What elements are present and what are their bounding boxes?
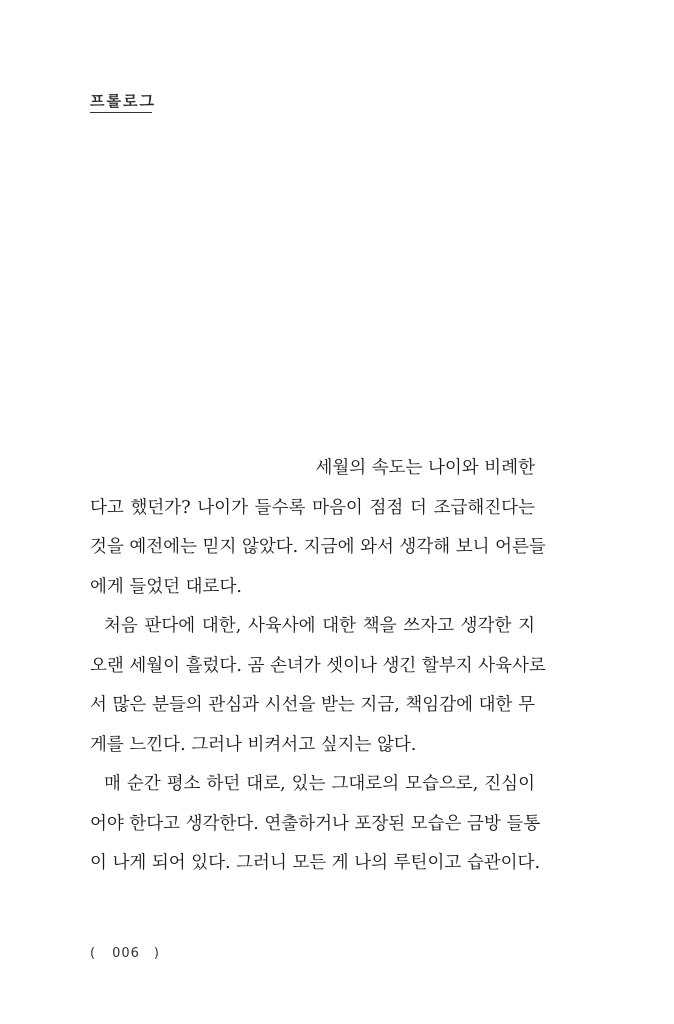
text-line: 세월의 속도는 나이와 비례한 <box>315 458 535 478</box>
chapter-title-underline <box>90 112 152 113</box>
page-number <box>90 946 160 961</box>
text-line: 어야 한다고 생각한다. 연출하거나 포장된 모습은 금방 들통 <box>90 813 541 834</box>
text-line: 다고 했던가? 나이가 들수록 마음이 점점 더 조급해진다는 <box>90 497 535 518</box>
text-line: 것을 예전에는 믿지 않았다. 지금에 와서 생각해 보니 어른들 <box>90 537 546 557</box>
page-number-close-paren: ) <box>153 946 160 961</box>
page-number-open-paren: ( <box>90 946 97 961</box>
text-line: 오랜 세월이 흘렀다. 곰 손녀가 셋이나 생긴 할부지 사육사로 <box>90 655 546 676</box>
text-line: 게를 느낀다. 그러나 비켜서고 싶지는 않다. <box>90 734 417 755</box>
body-text <box>90 449 546 884</box>
text-line: 매 순간 평소 하던 대로, 있는 그대로의 모습으로, 진심이 <box>104 774 535 794</box>
page-number-value: 006 <box>112 946 140 961</box>
text-line: 이 나게 되어 있다. 그러니 모든 게 나의 루틴이고 습관이다. <box>90 853 541 873</box>
text-line: 서 많은 분들의 관심과 시선을 받는 지금, 책임감에 대한 무 <box>90 695 535 715</box>
text-line: 처음 판다에 대한, 사육사에 대한 책을 쓰자고 생각한 지 <box>104 616 535 636</box>
chapter-title: 프롤로그 <box>90 92 156 110</box>
text-line: 에게 들었던 대로다. <box>90 576 242 597</box>
